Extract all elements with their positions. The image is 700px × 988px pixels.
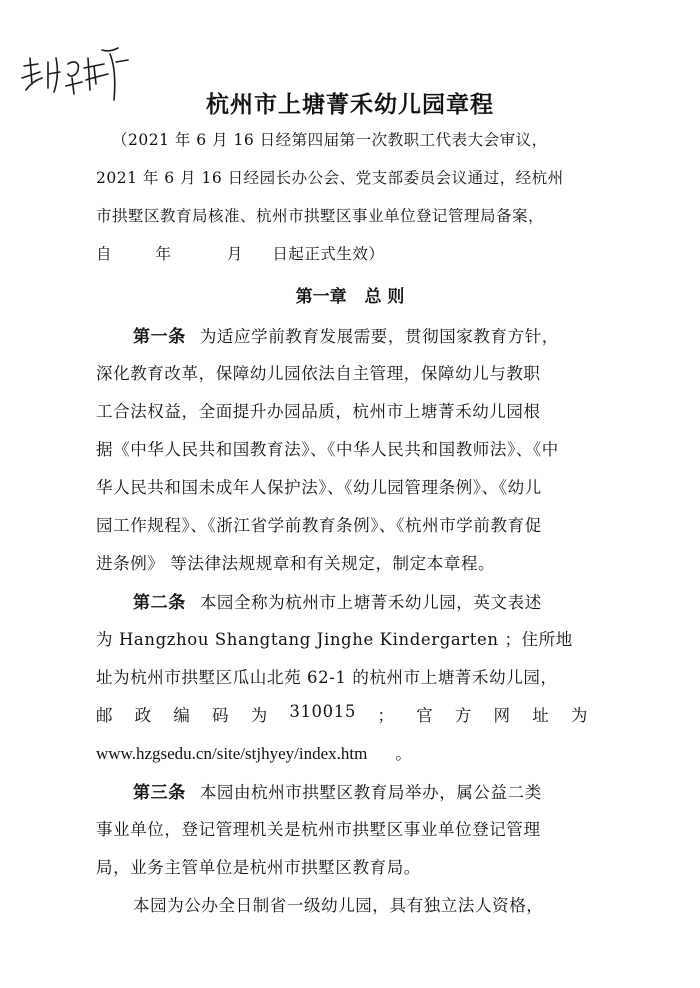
- postal-code: 310015: [289, 702, 356, 721]
- postal-part: 为: [570, 706, 588, 725]
- article-text: 进条例》 等法律法规规章和有关规定，制定本章程。: [96, 554, 496, 573]
- article-text: 为 Hangzhou Shangtang Jinghe Kindergarten ；住所地: [96, 630, 573, 649]
- article-text: 本园由杭州市拱墅区教育局举办，属公益二类: [199, 783, 542, 802]
- postal-code-line: [96, 702, 588, 726]
- website-line: [96, 740, 606, 764]
- article-text: 本园全称为杭州市上塘菁禾幼儿园，英文表述: [199, 593, 542, 612]
- article-text: 工合法权益，全面提升办园品质，杭州市上塘菁禾幼儿园根: [96, 402, 541, 421]
- postal-part: 邮: [96, 706, 114, 725]
- chapter-label: 第一章: [295, 287, 347, 307]
- article-text: 园工作规程》、《浙江省学前教育条例》、《杭州市学前教育促: [96, 516, 542, 535]
- article-1-line: [133, 322, 603, 347]
- article-3-label: 第三条: [133, 783, 186, 803]
- article-2-label: 第二条: [133, 593, 186, 613]
- article-text: 华人民共和国未成年人保护法》、《幼儿园管理条例》、《幼儿: [96, 478, 542, 497]
- chapter-name: 总 则: [364, 287, 405, 307]
- postal-part: 方: [454, 706, 472, 725]
- effective-part: 月: [226, 245, 243, 263]
- postal-part: ；: [377, 706, 395, 725]
- postal-part: 官: [416, 706, 434, 725]
- article-text: 局，业务主管单位是杭州市拱墅区教育局。: [96, 858, 421, 877]
- article-text: 事业单位，登记管理机关是杭州市拱墅区事业单位登记管理: [96, 820, 541, 839]
- effective-part: 年: [155, 245, 172, 263]
- postal-part: 网: [493, 706, 511, 725]
- effective-part: 自: [96, 245, 113, 263]
- postal-part: 为: [250, 706, 268, 725]
- website-url: www.hzgsedu.cn/site/stjhyey/index.htm: [96, 744, 368, 763]
- paragraph-text: 本园为公办全日制省一级幼儿园，具有独立法人资格，: [133, 896, 544, 915]
- postal-part: 政: [134, 706, 152, 725]
- postal-part: 编: [173, 706, 191, 725]
- postal-part: 码: [212, 706, 230, 725]
- effective-part: 日起正式生效）: [272, 245, 385, 263]
- article-text: 址为杭州市拱墅区瓜山北苑 62-1 的杭州市上塘菁禾幼儿园，: [96, 668, 558, 687]
- approval-note-line: 市拱墅区教育局核准、杭州市拱墅区事业单位登记管理局备案，: [96, 207, 545, 225]
- approval-note-line: 2021 年 6 月 16 日经园长办公会、党支部委员会议通过，经杭州: [96, 169, 564, 187]
- postal-part: 址: [532, 706, 550, 725]
- document-title: 杭州市上塘菁禾幼儿园章程: [206, 92, 494, 118]
- article-text: 为适应学前教育发展需要，贯彻国家教育方针，: [199, 327, 559, 346]
- chapter-heading: [0, 282, 700, 307]
- article-1-label: 第一条: [133, 327, 186, 347]
- article-3-line: [133, 778, 603, 803]
- sentence-end: 。: [395, 744, 413, 763]
- approval-note-effective-line: [96, 242, 616, 264]
- article-text: 据《中华人民共和国教育法》、《中华人民共和国教师法》、《中: [96, 440, 559, 459]
- approval-note-line: （2021 年 6 月 16 日经第四届第一次教职工代表大会审议，: [112, 131, 548, 149]
- article-text: 深化教育改革，保障幼儿园依法自主管理，保障幼儿与教职: [96, 364, 541, 383]
- article-2-line: [133, 588, 603, 613]
